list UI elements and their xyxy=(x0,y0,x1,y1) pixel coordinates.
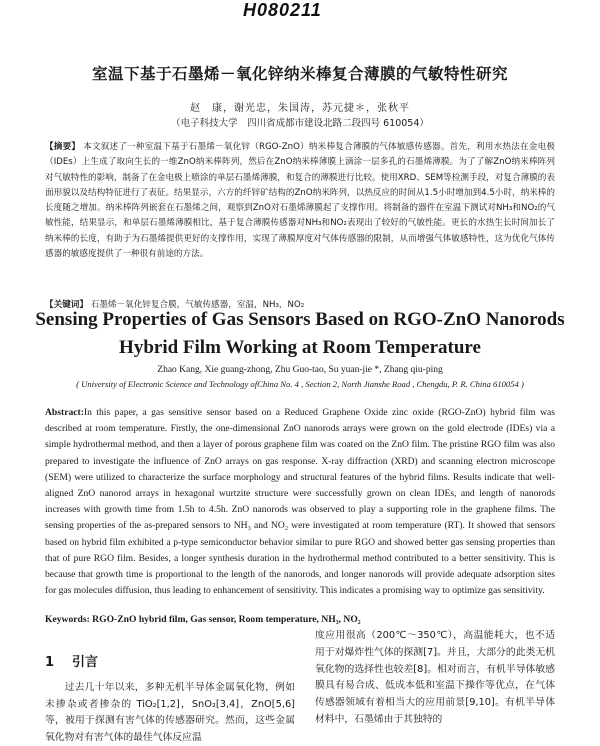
english-affiliation: ( University of Electronic Science and Technology ofChina No. 4 , Section 2, North Jianshe Road , Chengdu, P. R. China 610054 ) xyxy=(76,379,524,389)
body-right-column: 度应用很高（200℃～350℃），高温能耗大，也不适用于对爆炸性气体的探测[7]。并且，大部分的此类无机氧化物的选择性也较差[8]。相对而言，有机半导体敏感膜具有易合成、低成本低和室温下操作等优点，在气体传感器领域有着相当大的应用前景[9,10]。有机半导体材料中，石墨烯由于其独特的 xyxy=(315,630,555,725)
english-authors: Zhao Kang, Xie guang-zhong, Zhu Guo-tao, Su yuan-jie *, Zhang qiu-ping xyxy=(157,365,443,375)
english-keywords xyxy=(45,614,555,625)
chinese-keywords-text: 石墨烯－氧化锌复合膜，气敏传感器，室温，NH₃，NO₂ xyxy=(90,300,305,310)
chinese-title: 室温下基于石墨烯－氧化锌纳米棒复合薄膜的气敏特性研究 xyxy=(91,65,508,83)
english-title xyxy=(0,306,600,362)
english-abstract-text: In this paper, a gas sensitive sensor based on a Reduced Graphene Oxide zinc oxide (RGO-ZnO) hybrid film was described at room temperature. Firstly, the one-dimensional ZnO nanorods arrays were grown on the gold electrode (IDEs) via a simple hydrothermal method, and then a layer of porous graphene film was coated on the ZnO film. The pristine RGO film was also prepared to investigate the influence of ZnO arrays on gas response. X-ray diffraction (XRD) and scanning electron microscope (SEM) were utilized to characterize the surface morphology and structural features of the hybrid films. Results indicate that well-aligned ZnO nanorod arrays in hexagonal wurtzite structure were successfully grown on clean IDEs, and length of nanorods increases with growth time from 1.5h to 4.5h. ZnO nanorods was observed to play a supporting role in the graphene films. The sensing properties of the as-prepared sensors to NH₃ and NO₂ were investigated at room temperature (RT). It showed that sensors based on hybrid film exhibited a p-type semiconductor behavior similar to pure RGO and showed better gas sensing properties than that of pure RGO film. Besides, a longer synthesis duration in the hydrothermal method contributed to a better sensitivity. This is because that growth time is proportional to the length of the nanorods, and longer nanorods will provide adequate adsorption sites for gas molecules diffusion, thus leading to enhancement of sensitivity. This indicates a promising way to optimize gas sensitivity. xyxy=(45,407,555,597)
english-abstract-label: Abstract: xyxy=(45,407,84,418)
chinese-abstract-label: 【摘要】 xyxy=(45,142,81,152)
english-title-line-1: Sensing Properties of Gas Sensors Based on RGO-ZnO Nanorods xyxy=(35,309,565,330)
section-number: 1 xyxy=(45,655,55,670)
english-keywords-text: RGO-ZnO hybrid film, Gas sensor, Room temperature, NH₃, NO₂ xyxy=(92,614,361,625)
chinese-abstract xyxy=(45,140,555,262)
english-title-line-2: Hybrid Film Working at Room Temperature xyxy=(119,337,481,358)
chinese-affiliation: （电子科技大学 四川省成都市建设北路二段四号 610054） xyxy=(171,118,429,129)
chinese-authors: 赵 康，谢光忠，朱国涛，苏元捷＊，张秋平 xyxy=(190,103,410,114)
section-title: 引言 xyxy=(72,655,99,670)
body-left-column: 过去几十年以来，多种无机半导体金属氧化物，例如未掺杂或者掺杂的 TiO₂[1,2]，SnO₂[3,4]，ZnO[5,6] 等，被用于探测有害气体的传感器研究。然而，这些金属氧化物对有害气体的最佳气体反应温 xyxy=(45,682,295,743)
chinese-abstract-text: 本文叙述了一种室温下基于石墨烯－氧化锌（RGO-ZnO）纳米棒复合薄膜的气体敏感传感器。首先，利用水热法在金电极（IDEs）上生成了取向生长的一维ZnO纳米棒阵列，然后在ZnO纳米棒薄膜上滴涂一层多孔的石墨烯薄膜。为了了解ZnO纳米棒阵列对气敏特性的影响，制备了在金电极上喷涂的单层石墨烯薄膜，和复合的薄膜进行比较。使用XRD、SEM等检测手段，对复合薄膜的表面形貌以及结构特征进行了表征。结果显示，六方的纤锌矿结构的ZnO纳米阵列，以热反应的时间从1.5小时增加到4.5小时，纳米棒的长度随之增加。纳米棒阵列嵌套在石墨烯之间，观察到ZnO对石墨烯薄膜起了支撑作用。将制备的器件在室温下测试对NH₃和NO₂的气敏性能，结果显示，和单层石墨烯薄膜相比，基于复合薄膜传感器对NH₃和NO₂表现出了较好的气敏性能。更长的水热生长时间加长了纳米棒的长度，有助于为石墨烯提供更好的支撑作用，实现了薄膜厚度对气体传感器的限制，从而增强气体敏感特性，这为优化气体传感器的敏感度提供了一种很有前途的方法。 xyxy=(45,142,555,260)
english-abstract xyxy=(45,405,555,599)
section-heading xyxy=(45,651,98,670)
chinese-keywords-label: 【关键词】 xyxy=(45,300,88,310)
english-keywords-label: Keywords: xyxy=(45,614,90,625)
handwritten-annotation: H080211 xyxy=(243,0,322,20)
